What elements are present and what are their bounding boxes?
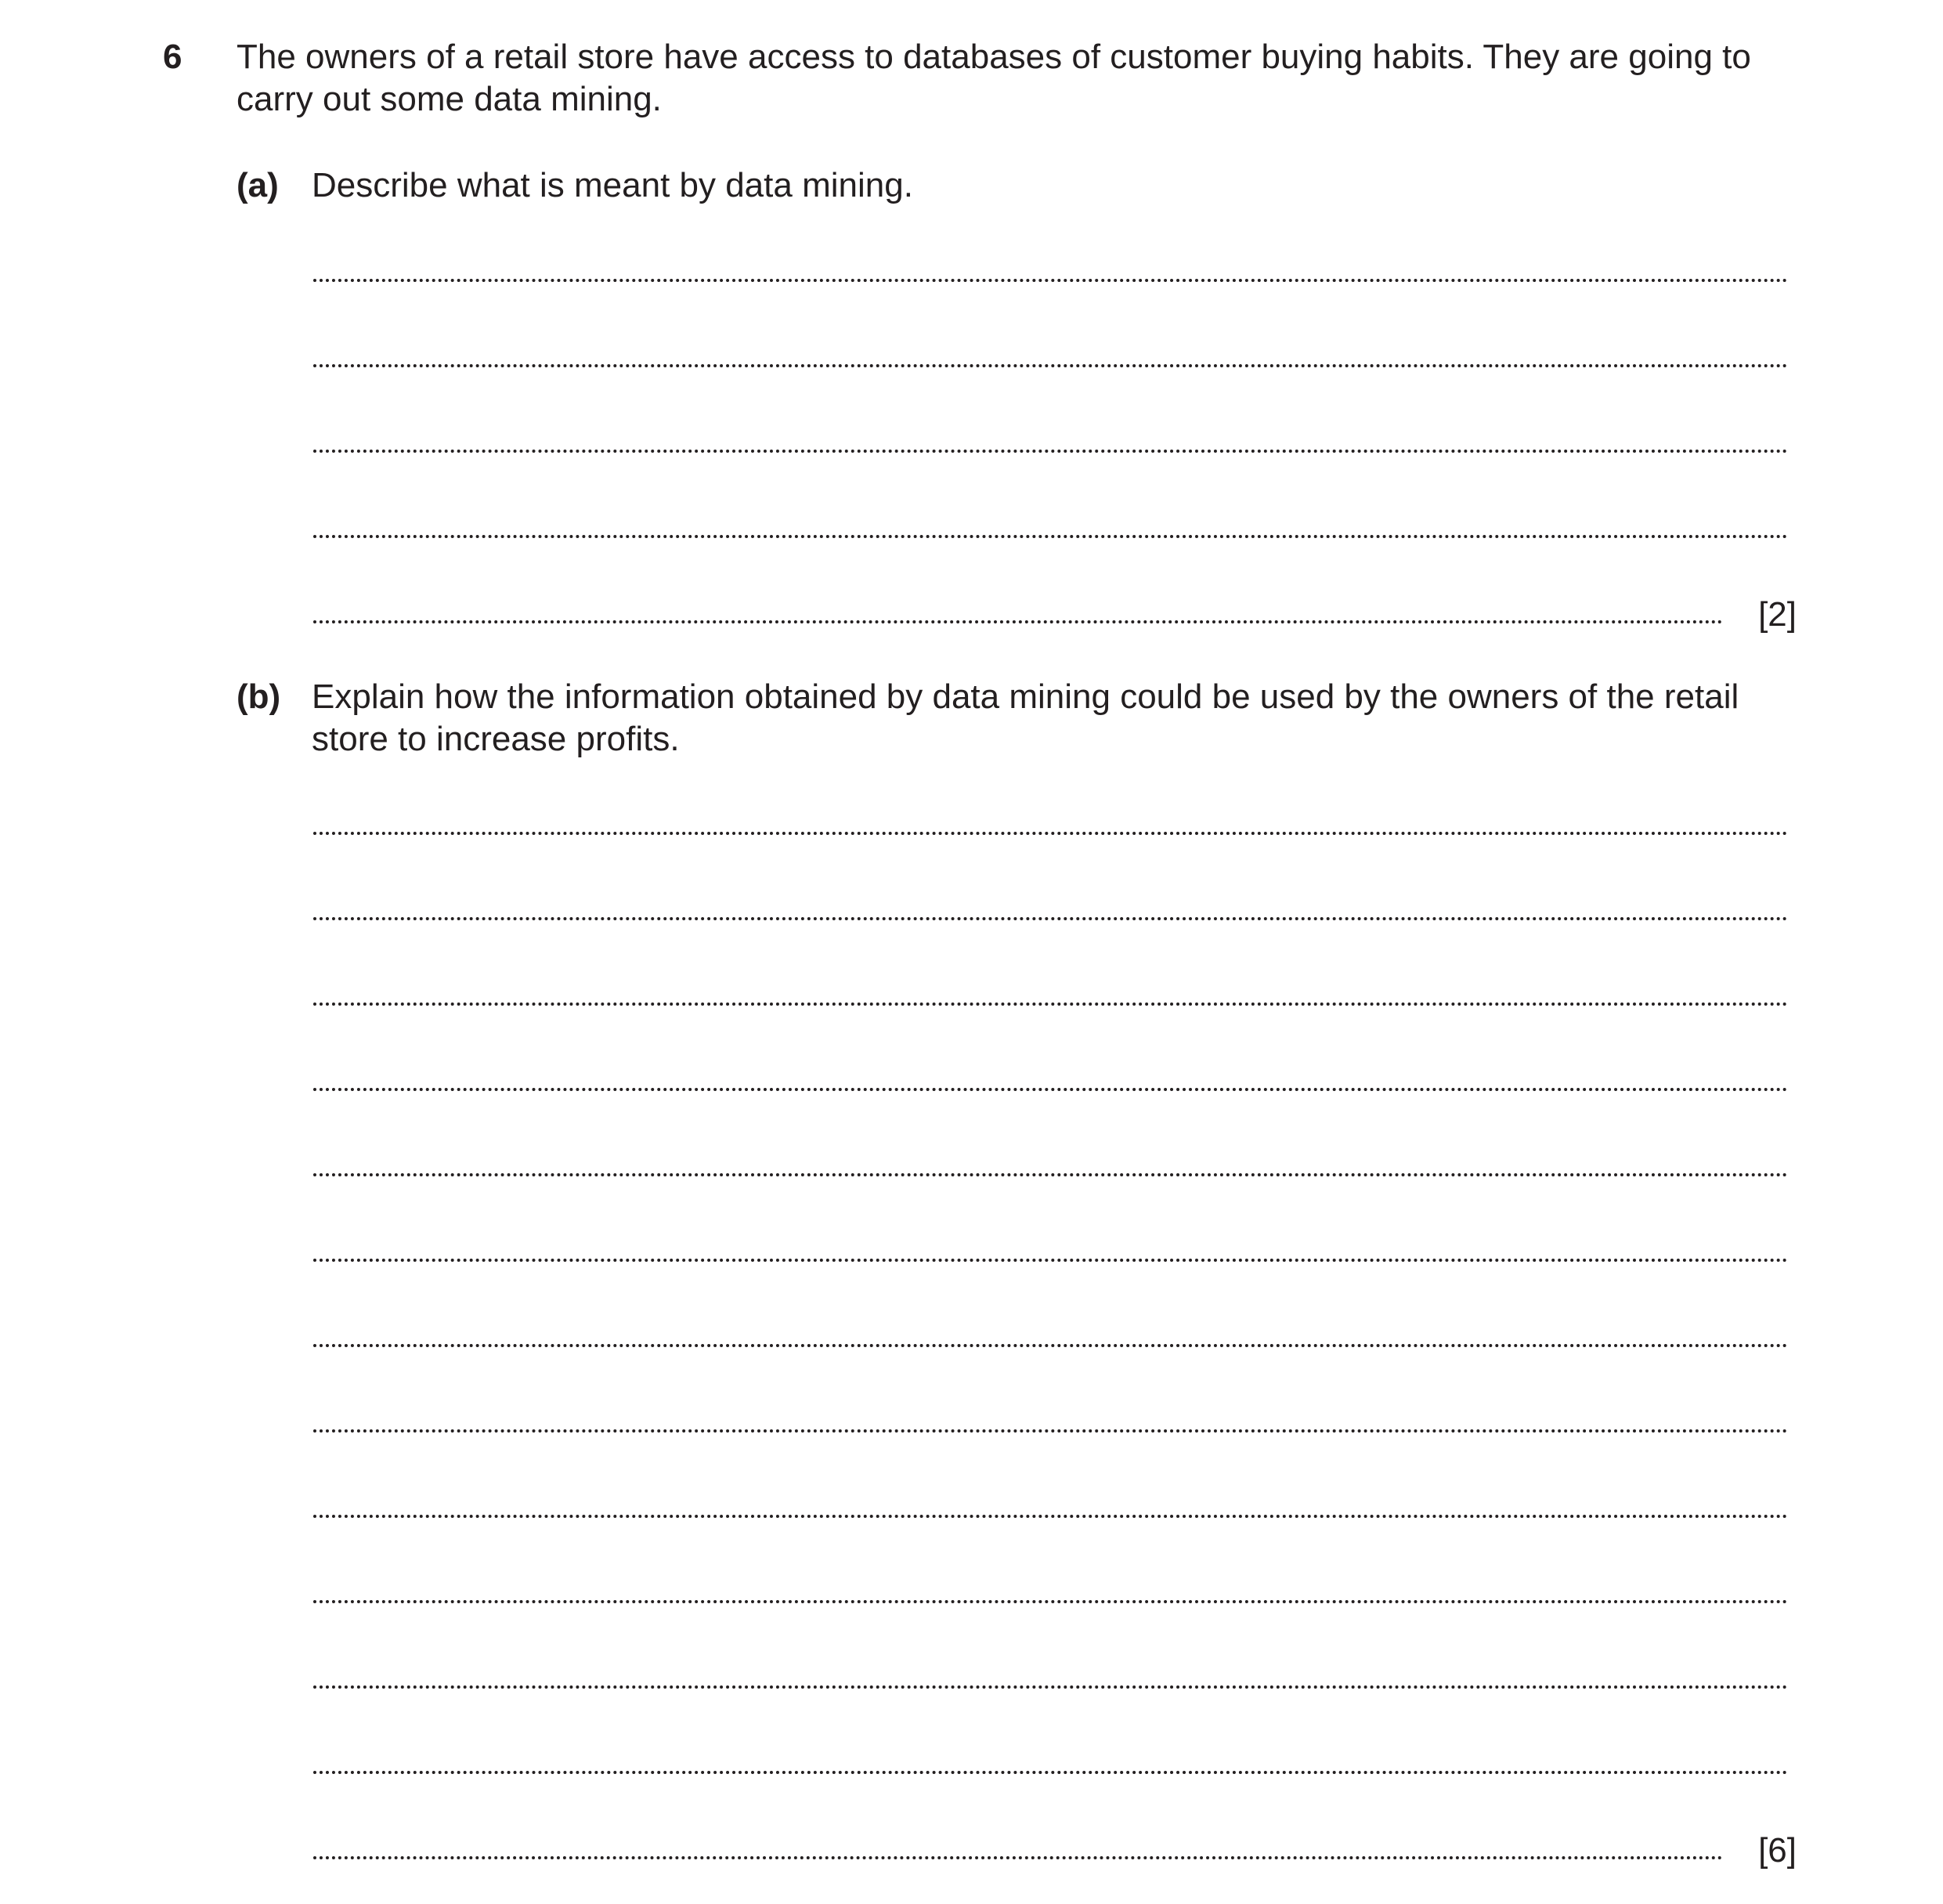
- answer-line[interactable]: [313, 1173, 1788, 1176]
- answer-line[interactable]: [313, 1600, 1788, 1603]
- answer-line[interactable]: [313, 279, 1788, 282]
- part-b-text: Explain how the information obtained by data mining could be used by the owners of the retail store to increase profits.: [312, 677, 1739, 758]
- answer-line[interactable]: [313, 917, 1788, 920]
- answer-line[interactable]: [313, 1771, 1788, 1774]
- answer-line[interactable]: [313, 620, 1723, 623]
- answer-line[interactable]: [313, 1515, 1788, 1518]
- part-b-label: (b): [237, 677, 281, 716]
- marks-a: [2]: [1758, 595, 1797, 634]
- part-a-text: Describe what is meant by data mining.: [312, 166, 913, 204]
- part-a-label: (a): [237, 166, 279, 204]
- answer-line[interactable]: [313, 1429, 1788, 1433]
- answer-line[interactable]: [313, 535, 1788, 538]
- answer-line[interactable]: [313, 1685, 1788, 1689]
- question-number: 6: [163, 38, 182, 76]
- answer-line[interactable]: [313, 1856, 1723, 1859]
- marks-b: [6]: [1758, 1831, 1797, 1870]
- question-stem: The owners of a retail store have access to databases of customer buying habits. They are going to carry out some data mining.: [237, 38, 1751, 118]
- answer-line[interactable]: [313, 1003, 1788, 1006]
- answer-line[interactable]: [313, 1259, 1788, 1262]
- answer-line[interactable]: [313, 450, 1788, 453]
- answer-line[interactable]: [313, 1088, 1788, 1091]
- answer-line[interactable]: [313, 832, 1788, 835]
- answer-line[interactable]: [313, 1344, 1788, 1347]
- answer-line[interactable]: [313, 364, 1788, 367]
